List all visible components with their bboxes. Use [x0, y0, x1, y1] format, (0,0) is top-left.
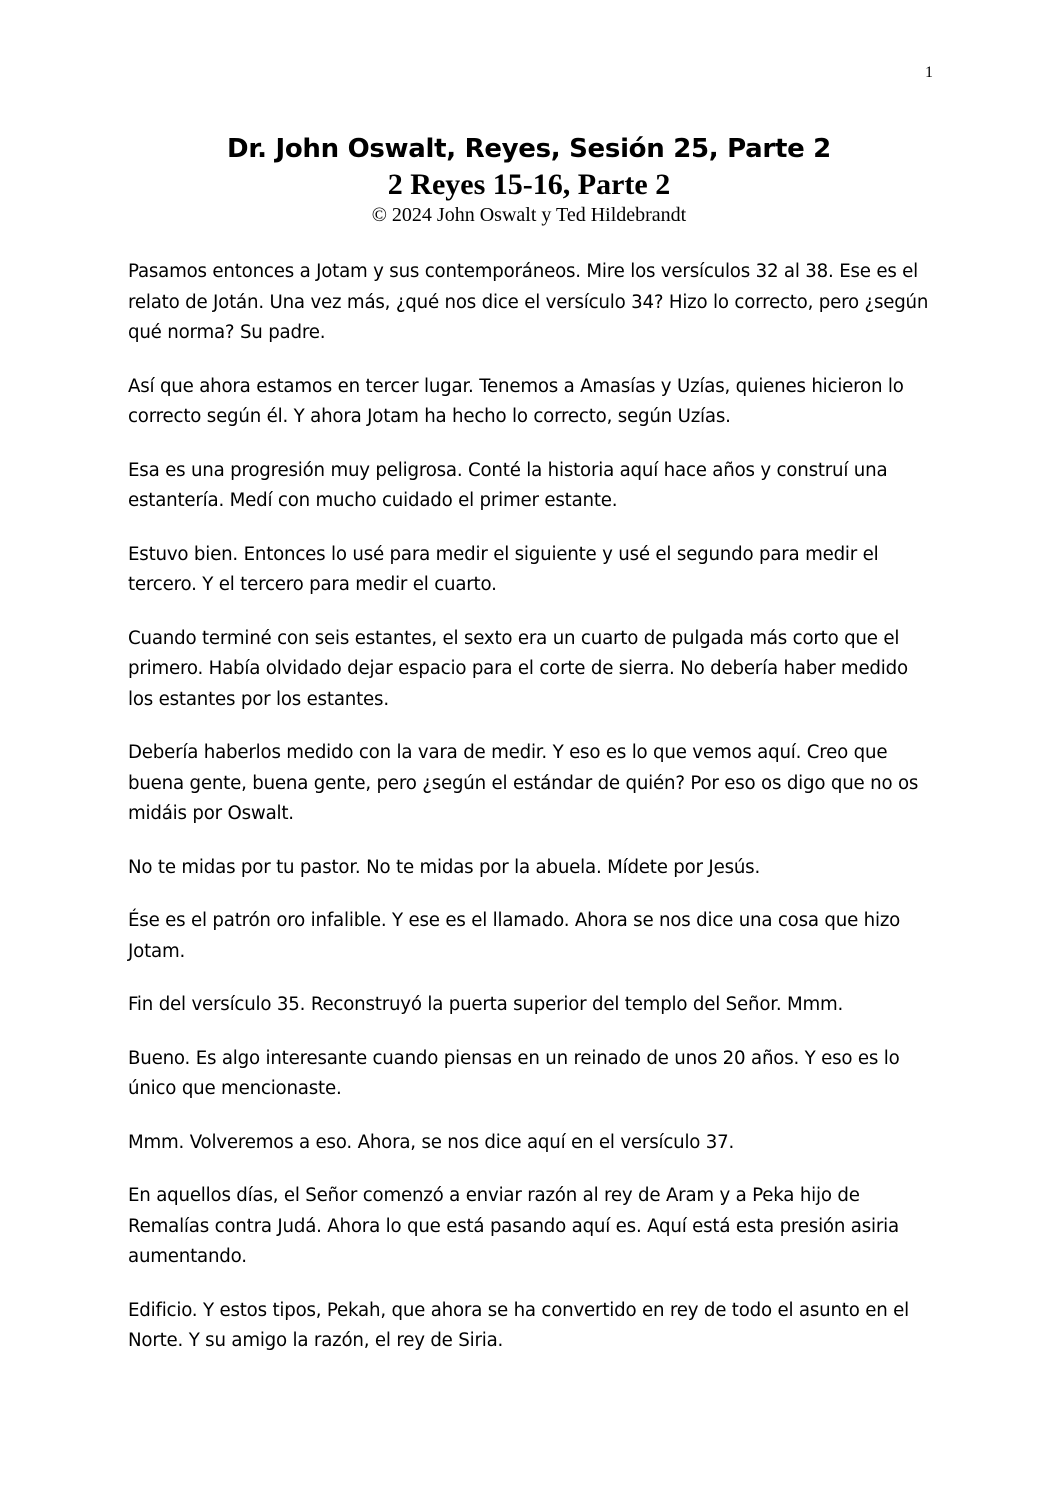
paragraph: Debería haberlos medido con la vara de medir. Y eso es lo que vemos aquí. Creo que buena gente, buena gente, pero ¿según el estándar de quién? Por eso os digo que no os midáis por Oswalt. [128, 742, 919, 824]
paragraph: Mmm. Volveremos a eso. Ahora, se nos dice aquí en el versículo 37. [128, 1131, 735, 1153]
paragraph: Bueno. Es algo interesante cuando piensas en un reinado de unos 20 años. Y eso es lo único que mencionaste. [128, 1047, 900, 1099]
paragraph: Pasamos entonces a Jotam y sus contemporáneos. Mire los versículos 32 al 38. Ese es el relato de Jotán. Una vez más, ¿qué nos dice el versículo 34? Hizo lo correcto, pero ¿según qué norma? Su padre. [128, 261, 929, 343]
paragraph: Esa es una progresión muy peligrosa. Conté la historia aquí hace años y construí una estantería. Medí con mucho cuidado el primer estante. [128, 459, 888, 511]
document-body [128, 257, 933, 1380]
paragraph: Así que ahora estamos en tercer lugar. Tenemos a Amasías y Uzías, quienes hicieron lo correcto según él. Y ahora Jotam ha hecho lo correcto, según Uzías. [128, 375, 904, 427]
document-header [0, 131, 1058, 227]
paragraph: No te midas por tu pastor. No te midas por la abuela. Mídete por Jesús. [128, 856, 761, 878]
document-subtitle: 2 Reyes 15-16, Parte 2 [387, 168, 671, 201]
page-number: 1 [925, 64, 933, 81]
paragraph: Cuando terminé con seis estantes, el sexto era un cuarto de pulgada más corto que el primero. Había olvidado dejar espacio para el corte de sierra. No debería haber medido los estantes por los estantes. [128, 627, 908, 710]
paragraph: En aquellos días, el Señor comenzó a enviar razón al rey de Aram y a Peka hijo de Remalías contra Judá. Ahora lo que está pasando aquí es. Aquí está esta presión asiria aumentando. [128, 1185, 899, 1267]
paragraph: Estuvo bien. Entonces lo usé para medir el siguiente y usé el segundo para medir el tercero. Y el tercero para medir el cuarto. [128, 543, 879, 595]
document-title: Dr. John Oswalt, Reyes, Sesión 25, Parte 2 [227, 134, 831, 164]
copyright-line: © 2024 John Oswalt y Ted Hildebrandt [371, 204, 687, 226]
paragraph: Edificio. Y estos tipos, Pekah, que ahora se ha convertido en rey de todo el asunto en el Norte. Y su amigo la razón, el rey de Siria. [128, 1299, 909, 1351]
paragraph: Fin del versículo 35. Reconstruyó la puerta superior del templo del Señor. Mmm. [128, 994, 844, 1015]
paragraph: Ése es el patrón oro infalible. Y ese es el llamado. Ahora se nos dice una cosa que hizo Jotam. [128, 910, 901, 962]
